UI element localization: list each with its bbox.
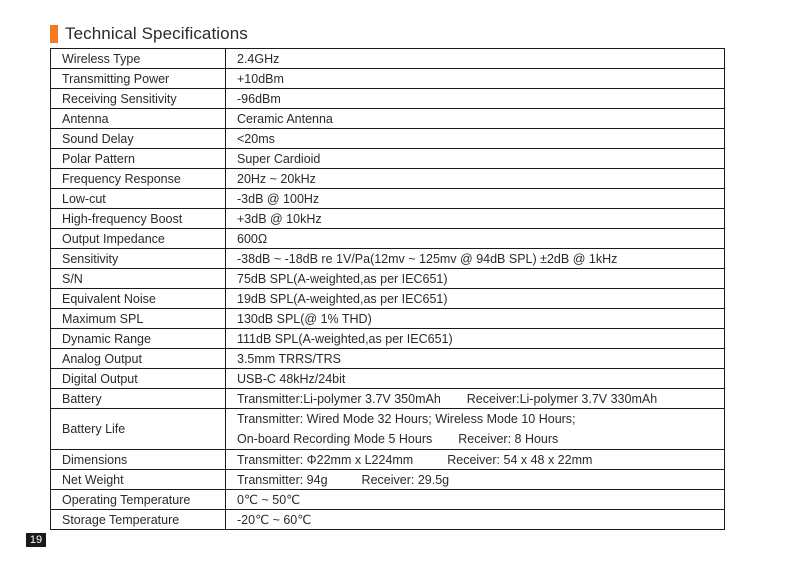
spec-row (51, 89, 725, 109)
spec-label: Operating Temperature (51, 490, 226, 510)
spec-value (226, 409, 725, 450)
spec-label: Equivalent Noise (51, 289, 226, 309)
spec-label: Sensitivity (51, 249, 226, 269)
specifications-table (50, 48, 725, 530)
spec-value: 20Hz ~ 20kHz (226, 169, 725, 189)
spec-label: Frequency Response (51, 169, 226, 189)
page-title: Technical Specifications (65, 24, 248, 43)
battery-life-line-1: Transmitter: Wired Mode 32 Hours; Wireless Mode 10 Hours; (237, 412, 576, 426)
net-weight-receiver-value: Receiver: 29.5g (361, 472, 450, 487)
spec-row (51, 329, 725, 349)
spec-row-net-weight (51, 470, 725, 490)
spec-value: 19dB SPL(A-weighted,as per IEC651) (226, 289, 725, 309)
spec-label: Antenna (51, 109, 226, 129)
spec-label: Sound Delay (51, 129, 226, 149)
page-number-badge: 19 (26, 533, 46, 547)
battery-life-recording-value: On-board Recording Mode 5 Hours (237, 432, 433, 446)
spec-value: 2.4GHz (226, 49, 725, 69)
spec-label: Battery (51, 389, 226, 409)
spec-row (51, 369, 725, 389)
spec-value: 600Ω (226, 229, 725, 249)
spec-row (51, 209, 725, 229)
spec-label: Wireless Type (51, 49, 226, 69)
spec-row (51, 229, 725, 249)
spec-label: Digital Output (51, 369, 226, 389)
dimensions-receiver-value: Receiver: 54 x 48 x 22mm (447, 452, 593, 467)
spec-value: -3dB @ 100Hz (226, 189, 725, 209)
spec-value (226, 450, 725, 470)
spec-row-dimensions (51, 450, 725, 470)
spec-label: Receiving Sensitivity (51, 89, 226, 109)
spec-row (51, 349, 725, 369)
spec-value: Super Cardioid (226, 149, 725, 169)
spec-value: 130dB SPL(@ 1% THD) (226, 309, 725, 329)
spec-label: Polar Pattern (51, 149, 226, 169)
spec-row-operating-temperature (51, 490, 725, 510)
battery-life-receiver-value: Receiver: 8 Hours (458, 432, 559, 446)
spec-row (51, 309, 725, 329)
spec-label: Transmitting Power (51, 69, 226, 89)
heading-accent-bar (50, 25, 58, 43)
spec-row (51, 169, 725, 189)
spec-row (51, 149, 725, 169)
spec-row (51, 69, 725, 89)
spec-label: Battery Life (51, 409, 226, 450)
spec-value: 75dB SPL(A-weighted,as per IEC651) (226, 269, 725, 289)
spec-row (51, 269, 725, 289)
dimensions-transmitter-value: Transmitter: Φ22mm x L224mm (237, 452, 414, 467)
spec-row (51, 109, 725, 129)
spec-label: Analog Output (51, 349, 226, 369)
spec-label: Net Weight (51, 470, 226, 490)
spec-value: -20℃ ~ 60℃ (226, 510, 725, 530)
specifications-table-body (51, 49, 725, 530)
spec-row-battery (51, 389, 725, 409)
spec-row (51, 129, 725, 149)
spec-row (51, 189, 725, 209)
spec-label: Dimensions (51, 450, 226, 470)
spec-label: High-frequency Boost (51, 209, 226, 229)
spec-value: -96dBm (226, 89, 725, 109)
spec-row (51, 289, 725, 309)
spec-label: Storage Temperature (51, 510, 226, 530)
battery-receiver-value: Receiver:Li-polymer 3.7V 330mAh (466, 391, 658, 406)
battery-transmitter-value: Transmitter:Li-polymer 3.7V 350mAh (237, 391, 441, 406)
spec-row-storage-temperature (51, 510, 725, 530)
spec-value (226, 470, 725, 490)
spec-value (226, 389, 725, 409)
spec-row (51, 49, 725, 69)
page-heading (50, 23, 248, 45)
spec-row (51, 249, 725, 269)
spec-label: Maximum SPL (51, 309, 226, 329)
spec-label: S/N (51, 269, 226, 289)
spec-label: Output Impedance (51, 229, 226, 249)
spec-value: <20ms (226, 129, 725, 149)
spec-label: Dynamic Range (51, 329, 226, 349)
spec-value: +10dBm (226, 69, 725, 89)
spec-label: Low-cut (51, 189, 226, 209)
net-weight-transmitter-value: Transmitter: 94g (237, 472, 328, 487)
spec-value: 0℃ ~ 50℃ (226, 490, 725, 510)
spec-value: 3.5mm TRRS/TRS (226, 349, 725, 369)
spec-value: +3dB @ 10kHz (226, 209, 725, 229)
spec-value: Ceramic Antenna (226, 109, 725, 129)
spec-row-battery-life (51, 409, 725, 450)
spec-value: 111dB SPL(A-weighted,as per IEC651) (226, 329, 725, 349)
spec-value: USB-C 48kHz/24bit (226, 369, 725, 389)
spec-value: -38dB ~ -18dB re 1V/Pa(12mv ~ 125mv @ 94dB SPL) ±2dB @ 1kHz (226, 249, 725, 269)
battery-life-line-2 (237, 429, 724, 449)
